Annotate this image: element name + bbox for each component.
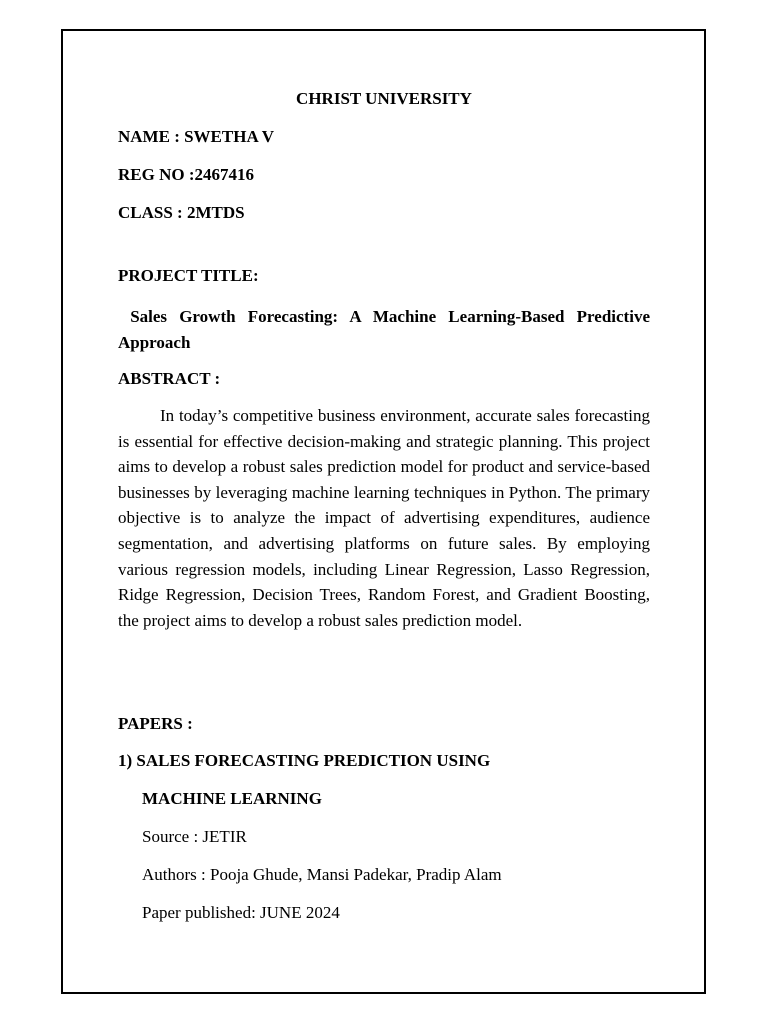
papers-heading: PAPERS : <box>118 714 193 733</box>
paper-published: Paper published: JUNE 2024 <box>142 903 340 922</box>
paper-title-line1: 1) SALES FORECASTING PREDICTION USING <box>118 751 491 770</box>
paper-authors: Authors : Pooja Ghude, Mansi Padekar, Pradip Alam <box>142 865 502 884</box>
abstract-heading: ABSTRACT : <box>118 369 221 388</box>
project-title <box>118 304 650 356</box>
university-heading: CHRIST UNIVERSITY <box>296 89 472 108</box>
paper-title-line2: MACHINE LEARNING <box>142 789 322 808</box>
class-label: CLASS : 2MTDS <box>118 203 245 222</box>
registration-number: REG NO :2467416 <box>118 165 254 184</box>
project-title-text: Sales Growth Forecasting: A Machine Learning-Based Predictive Approach <box>118 307 650 352</box>
paper-source: Source : JETIR <box>142 827 247 846</box>
project-title-heading: PROJECT TITLE: <box>118 266 259 285</box>
student-name: NAME : SWETHA V <box>118 127 275 146</box>
abstract-body: In today’s competitive business environment, accurate sales forecasting is essential for effective decision-making and strategic planning. This project aims to develop a robust sales prediction model for product and service-based businesses by leveraging machine learning techniques in Python. The primary objective is to analyze the impact of advertising expenditures, audience segmentation, and advertising platforms on future sales. By employing various regression models, including Linear Regression, Lasso Regression, Ridge Regression, Decision Trees, Random Forest, and Gradient Boosting, the project aims to develop a robust sales prediction model. <box>118 406 650 630</box>
